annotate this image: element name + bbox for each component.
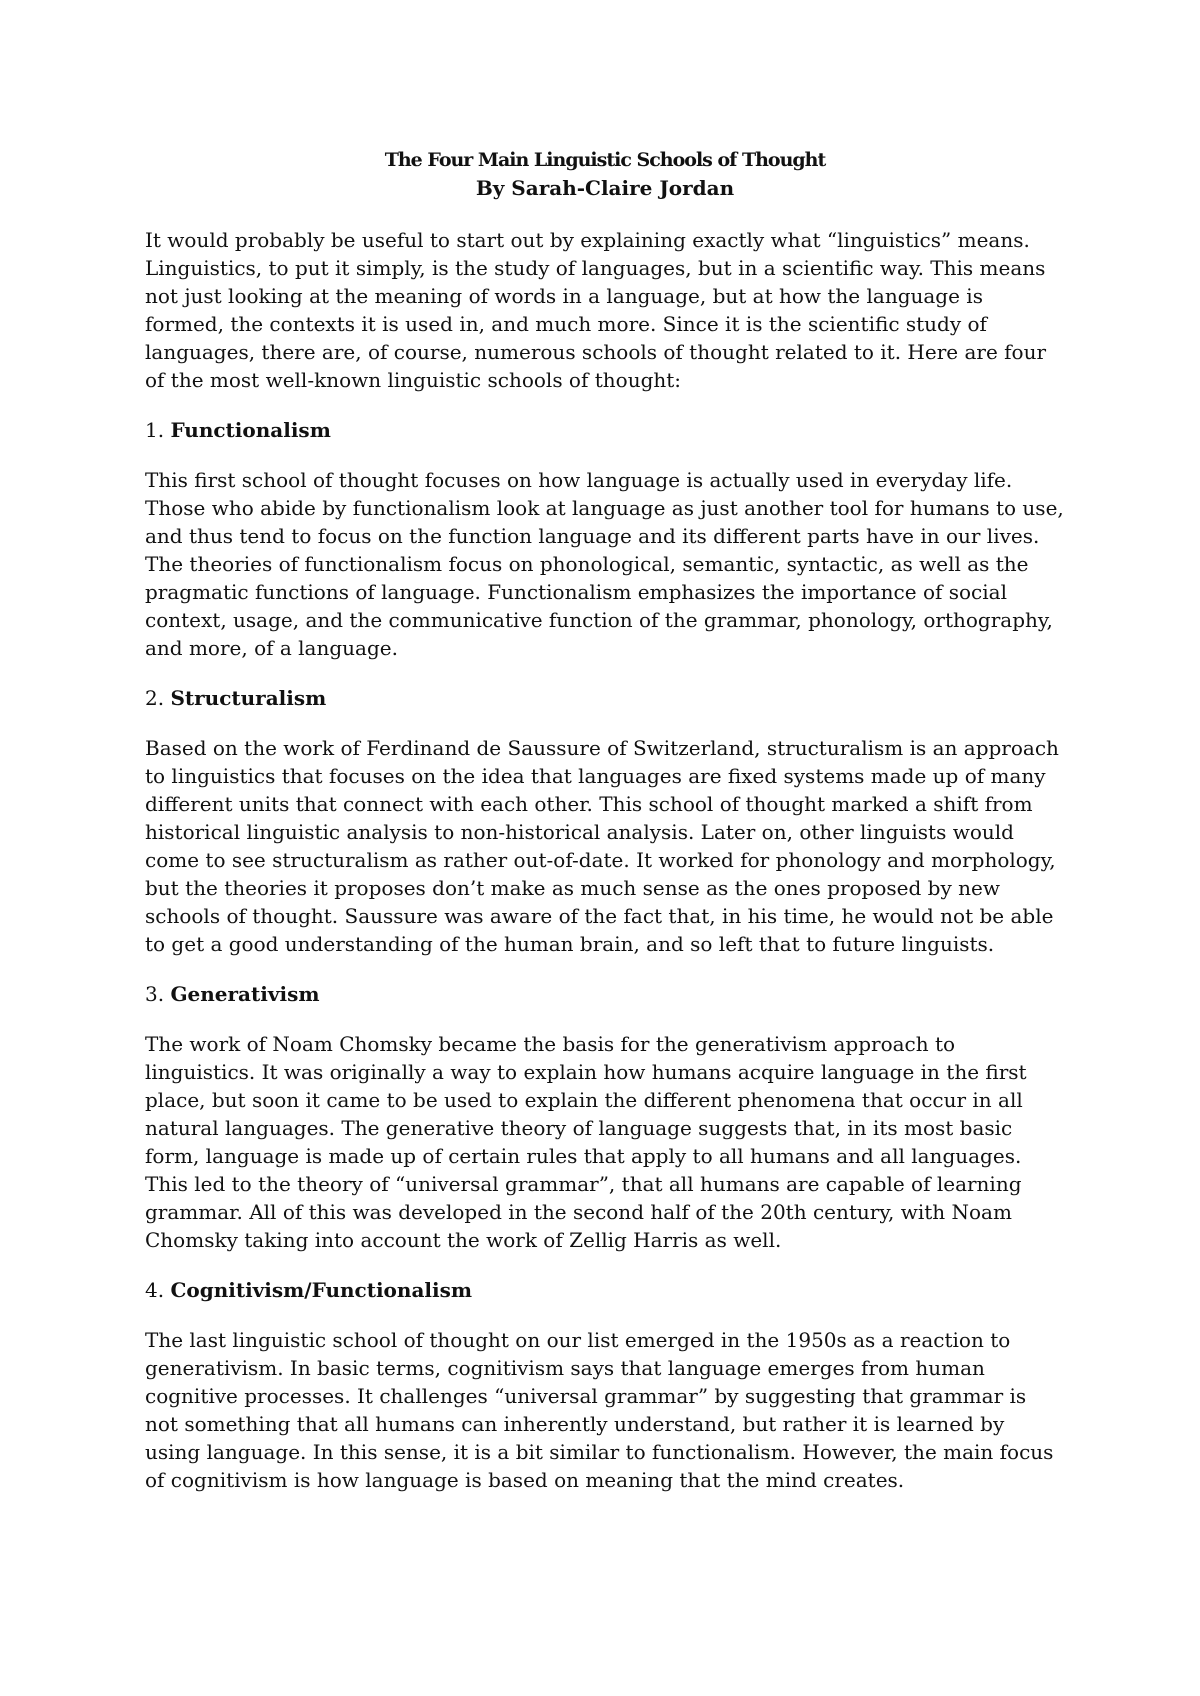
section-heading-generativism <box>145 980 1065 1008</box>
intro-paragraph: It would probably be useful to start out by explaining exactly what “linguistics” means. Linguistics, to put it simply, is the study of languages, but in a scientific way. This means not just looking at the meaning of words in a language, but at how the language is formed, the contexts it is used in, and much more. Since it is the scientific study of languages, there are, of course, numerous schools of thought related to it. Here are four of the most well-known linguistic schools of thought: <box>145 228 1047 392</box>
section-body-cognitivism: The last linguistic school of thought on our list emerged in the 1950s as a reaction to generativism. In basic terms, cognitivism says that language emerges from human cognitive processes. It challenges “universal grammar” by suggesting that grammar is not something that all humans can inherently understand, but rather it is learned by using language. In this sense, it is a bit similar to functionalism. However, the main focus of cognitivism is how language is based on meaning that the mind creates. <box>145 1328 1054 1492</box>
document-title: The Four Main Linguistic Schools of Thought <box>384 149 826 171</box>
section-number: 1. <box>145 418 165 442</box>
section-title: Cognitivism/Functionalism <box>170 1278 473 1302</box>
section-heading-cognitivism <box>145 1276 1065 1304</box>
section-title: Generativism <box>170 982 320 1006</box>
section-number: 4. <box>145 1278 165 1302</box>
section-number: 3. <box>145 982 165 1006</box>
section-heading-functionalism <box>145 416 1065 444</box>
section-body-generativism: The work of Noam Chomsky became the basis for the generativism approach to linguistics. It was originally a way to explain how humans acquire language in the first place, but soon it came to be used to explain the different phenomena that occur in all natural languages. The generative theory of language suggests that, in its most basic form, language is made up of certain rules that apply to all humans and all languages. This led to the theory of “universal grammar”, that all humans are capable of learning grammar. All of this was developed in the second half of the 20th century, with Noam Chomsky taking into account the work of Zellig Harris as well. <box>145 1032 1027 1252</box>
section-title: Structuralism <box>170 686 327 710</box>
document-author: By Sarah-Claire Jordan <box>475 176 735 200</box>
document-page <box>145 146 1065 1516</box>
section-title: Functionalism <box>170 418 331 442</box>
section-body-structuralism: Based on the work of Ferdinand de Saussure of Switzerland, structuralism is an approach to linguistics that focuses on the idea that languages are fixed systems made up of many different units that connect with each other. This school of thought marked a shift from historical linguistic analysis to non-historical analysis. Later on, other linguists would come to see structuralism as rather out-of-date. It worked for phonology and morphology, but the theories it proposes don’t make as much sense as the ones proposed by new schools of thought. Saussure was aware of the fact that, in his time, he would not be able to get a good understanding of the human brain, and so left that to future linguists. <box>145 736 1059 956</box>
section-number: 2. <box>145 686 165 710</box>
section-heading-structuralism <box>145 684 1065 712</box>
section-body-functionalism: This first school of thought focuses on how language is actually used in everyday life. Those who abide by functionalism look at language as just another tool for humans to use, and thus tend to focus on the function language and its different parts have in our lives. The theories of functionalism focus on phonological, semantic, syntactic, as well as the pragmatic functions of language. Functionalism emphasizes the importance of social context, usage, and the communicative function of the grammar, phonology, orthography, and more, of a language. <box>145 468 1064 660</box>
